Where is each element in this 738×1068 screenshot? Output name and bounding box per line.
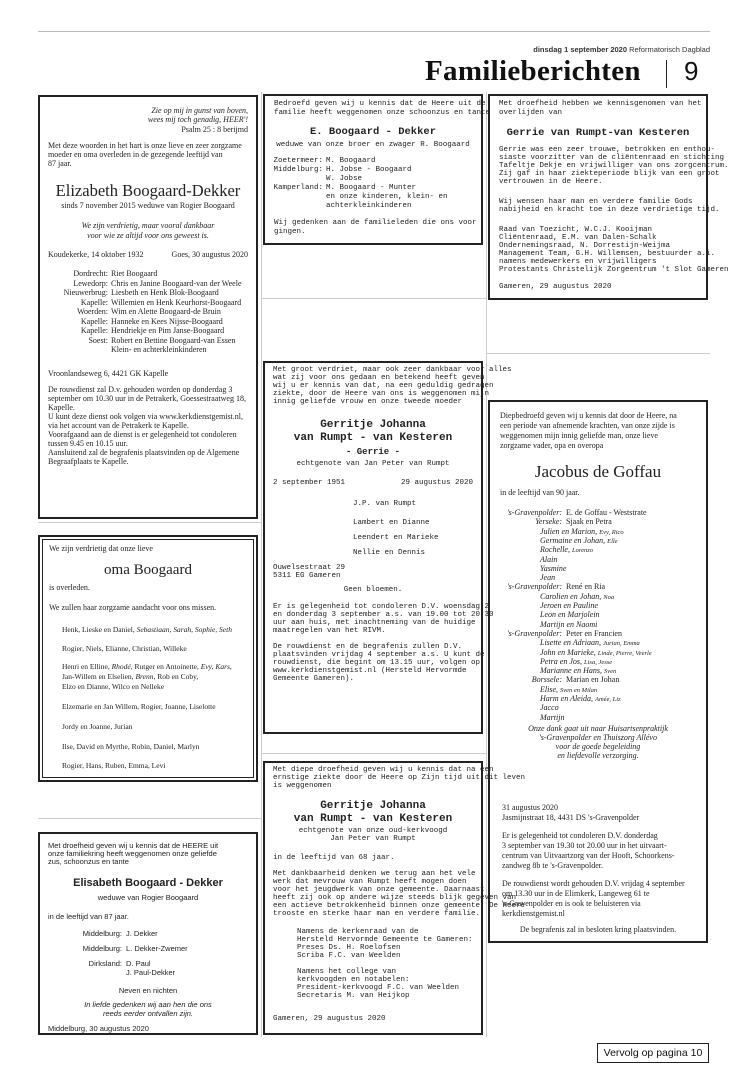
- intro-line: Met deze woorden in het hart is onze lieve en zeer zorgzame: [48, 141, 242, 150]
- family-member: [540, 546, 593, 555]
- condolence-info: en donderdag 3 september a.s. van 19.00 tot 20.30: [273, 611, 494, 619]
- grandchildren-line: Elzo en Dianne, Wilco en Nelleke: [62, 682, 165, 691]
- deceased-subtitle: Jan Peter van Rumpt: [330, 835, 416, 843]
- obituary-oma-boogaard: [38, 535, 258, 782]
- family-member: [540, 686, 597, 695]
- column-divider: [261, 92, 262, 1037]
- age-line: in de leeftijd van 87 jaar.: [48, 912, 129, 921]
- family-member: [540, 528, 624, 537]
- family-names: Hendriekje en Pim Janse-Boogaard: [111, 326, 225, 335]
- family-place: Kapelle:: [80, 316, 108, 326]
- family-place: Middelburg:: [82, 944, 122, 953]
- condolence-info: Er is gelegenheid tot condoleren D.V. woensdag 2: [273, 603, 490, 611]
- memory-line: In liefde gedenken wij aan hen die ons: [84, 1000, 212, 1009]
- family-member: [566, 583, 605, 591]
- place-date: Gameren, 29 augustus 2020: [273, 1015, 386, 1023]
- signature-line: Preses Ds. H. Roelofsen: [297, 944, 401, 952]
- deceased-status: is overleden.: [49, 583, 90, 592]
- family-place: Dordrecht:: [73, 269, 108, 278]
- grandchild-names: Henri en Elline,: [62, 662, 110, 671]
- family-names: Riet Boogaard: [111, 269, 158, 278]
- deceased-name: Elisabeth Boogaard - Dekker: [73, 877, 223, 889]
- service-info: Gemeente Gameren).: [273, 675, 355, 683]
- intro-line: zorgzame vader, opa en overopa: [500, 441, 604, 450]
- deceased-subtitle: echtgenote van Jan Peter van Rumpt: [296, 460, 450, 468]
- family-member: [540, 611, 600, 619]
- grandchildren-line: Rogier, Hans, Ruben, Emma, Levi: [62, 761, 166, 770]
- deceased-name: Gerrie van Rumpt-van Kesteren: [506, 127, 690, 139]
- family-place: Middelburg:: [82, 929, 122, 938]
- family-member: [540, 658, 612, 667]
- psalm-quote-line: Zie op mij in gunst van boven,: [151, 106, 248, 115]
- condolence-info: zandweg 8b te 's-Gravenpolder.: [502, 861, 603, 870]
- deceased-subtitle: weduwe van onze broer en zwager R. Boogaard: [276, 141, 470, 149]
- condolence-info: uur aan huis, met inachtneming van de huidige: [273, 619, 476, 627]
- thanks-line: en liefdevolle verzorging.: [557, 751, 639, 760]
- family-names: L. Dekker-Zwemer: [126, 944, 188, 953]
- family-member: [540, 565, 566, 573]
- grandchild-names: Sven: [604, 668, 617, 676]
- row-divider: [38, 522, 261, 523]
- deceased-first-names: Gerritje Johanna: [320, 419, 426, 431]
- grandchildren-line: Jordy en Joanne, Jurian: [62, 722, 133, 731]
- family-names: Martijn en Naomi: [540, 619, 598, 629]
- deceased-name: Jacobus de Goffau: [534, 462, 662, 481]
- wish-line: nabijheid en kracht toe in deze verdrietige tijd.: [499, 206, 720, 214]
- title-separator: [666, 60, 667, 88]
- service-info: om 13.30 uur in de Elimkerk, Langeweg 61 te: [502, 889, 650, 898]
- family-member: [540, 602, 598, 610]
- signature-line: President-kerkvoogd F.C. van Weelden: [297, 984, 460, 992]
- wish-line: Wij wensen haar man en verdere familie Gods: [499, 198, 693, 206]
- family-place: Kapelle:: [80, 297, 108, 307]
- deceased-surname: van Rumpt - van Kesteren: [293, 432, 453, 444]
- grandchildren-line: Elzemarie en Jan Willem, Rogier, Joanne, Liselotte: [62, 702, 216, 711]
- family-names: Klein- en achterkleinkinderen: [111, 345, 207, 354]
- family-names: D. Paul: [126, 959, 151, 968]
- family-names: W. Jobse: [326, 175, 363, 183]
- deceased-subtitle: sinds 7 november 2015 weduwe van Rogier Boogaard: [61, 201, 235, 210]
- family-names: Chris en Janine Boogaard-van der Weele: [111, 278, 242, 288]
- condolence-info: Er is gelegenheid tot condoleren D.V. donderdag: [502, 831, 658, 840]
- signature-line: Raad van Toezicht, W.C.J. Kooijman: [499, 226, 653, 234]
- family-member: [540, 593, 614, 602]
- family-names: achterkleinkinderen: [326, 202, 412, 210]
- family-names: Germaine en Johan,: [540, 535, 606, 545]
- place-date: Gameren, 29 augustus 2020: [499, 283, 612, 291]
- family-names: M. Boogaard: [326, 157, 376, 165]
- family-names: Martijn: [540, 712, 565, 722]
- family-names: Leon en Marjolein: [540, 610, 600, 620]
- family-names: H. Jobse - Boogaard: [326, 166, 412, 174]
- family-member: [540, 639, 640, 648]
- tribute-line: Gerrie was een zeer trouwe, betrokken en enthou-: [499, 146, 716, 154]
- family-names: Hanneke en Kees Nijsse-Boogaard: [111, 316, 223, 326]
- signature-line: namens medewerkers en vrijwilligers: [499, 258, 657, 266]
- thanks-line: 's-Gravenpolder en Thuiszorg Allévo: [539, 733, 657, 742]
- intro-line: Met groot verdriet, maar ook zeer dankbaar voor alles: [273, 366, 512, 374]
- intro-line: Diepbedroefd geven wij u kennis dat door de Heere, na: [500, 411, 677, 420]
- family-names: Carolien en Johan,: [540, 591, 602, 601]
- family-names: Marian en Johan: [566, 675, 620, 685]
- obituary-in-laws: [263, 94, 491, 245]
- thanks-line: Onze dank gaat uit naar Huisartsenpraktijk: [528, 724, 668, 733]
- deceased-surname: van Rumpt - van Kesteren: [293, 813, 453, 825]
- tribute-line: Tafeltje Dekje en vrijwilliger van ons zorgcentrum.: [499, 162, 729, 170]
- intro-line: moeder en oma overleden in de gezegende leeftijd van: [48, 150, 223, 159]
- family-names: E. de Goffau - Weststrate: [566, 508, 647, 517]
- deceased-name: Elizabeth Boogaard-Dekker: [55, 181, 241, 200]
- signature-line: Namens de kerkenraad van de: [297, 928, 419, 936]
- family-member: [566, 676, 619, 684]
- service-info-line: U kunt deze dienst ook volgen via www.kerkdienstgemist.nl,: [48, 412, 243, 421]
- family-place: Nieuwerbrug:: [63, 288, 108, 297]
- grandchild-names: Henk, Lieske en Daniel,: [62, 625, 135, 634]
- memory-line: We zullen haar zorgzame aandacht voor ons missen.: [49, 603, 217, 612]
- intro-line: wat zij voor ons gedaan en betekend heeft geven: [273, 374, 485, 382]
- service-info: De rouwdienst wordt gehouden D.V. vrijdag 4 september: [502, 879, 685, 888]
- signature-line: Ondernemingsraad, N. Dorrestijn-Weijma: [499, 242, 671, 250]
- signature-line: kerkvoogden en notabelen:: [297, 976, 410, 984]
- family-member: [540, 537, 618, 546]
- age-line: in de leeftijd van 90 jaar.: [500, 488, 580, 497]
- service-info-line: Voorafgaand aan de dienst is er gelegenheid tot condoleren: [48, 430, 237, 439]
- obituary-middelburg-family: [38, 832, 258, 1035]
- service-info: rouwdienst, die begint om 13.15 uur, volgen op: [273, 659, 481, 667]
- service-info-line: De rouwdienst zal D.v. gehouden worden op donderdag 3: [48, 385, 233, 394]
- service-info: www.kerkdienstgemist.nl (Hersteld Hervormde: [273, 667, 467, 675]
- grandchildren-line: [62, 673, 198, 681]
- family-names: René en Ria: [566, 582, 606, 592]
- grandchild-names: Lorenzo: [571, 547, 594, 555]
- address-line: Ouwelsestraat 29: [273, 564, 346, 572]
- family-place: Soest:: [88, 335, 108, 345]
- thanks-line: We zijn verdrietig, maar vooral dankbaar: [81, 221, 215, 230]
- psalm-reference: Psalm 25 : 8 berijmd: [181, 125, 248, 134]
- signature-line: Protestants Christelijk Zorgeentrum 't Slot Gameren: [499, 266, 729, 274]
- service-info-line: september om 10.30 uur in de Petrakerk, Goessestraatweg 18,: [48, 394, 246, 403]
- grandchild-names: Rob en Coby,: [157, 672, 199, 681]
- closing-line: Wij gedenken aan de familieleden die ons voor: [274, 219, 477, 227]
- deceased-subtitle: weduwe van Rogier Boogaard: [97, 893, 199, 902]
- great-grandchild-names: Brenn,: [135, 672, 156, 681]
- tribute-line: werk dat mevrouw van Rumpt heeft mogen doen: [273, 878, 467, 886]
- intro-line: weggenomen mijn innig geliefde man, onze lieve: [500, 431, 658, 440]
- family-place: Borssele:: [531, 675, 562, 685]
- tribute-line: siaste voorzitter van de cliëntenraad en stichting: [499, 154, 725, 162]
- grandchild-names: Rutger en Antoinette,: [134, 662, 199, 671]
- memory-line: reeds eerder ontvallen zijn.: [102, 1009, 194, 1018]
- address-line: Jasmijnstraat 18, 4431 DS 's-Gravenpolder: [502, 813, 640, 822]
- deceased-first-names: Gerritje Johanna: [320, 800, 426, 812]
- deceased-name: oma Boogaard: [104, 562, 192, 578]
- grandchild-names: Amée, Liz: [594, 696, 621, 703]
- family-member: [540, 621, 597, 629]
- signature-line: Namens het college van: [297, 968, 397, 976]
- family-member: [540, 695, 621, 704]
- family-names: en onze kinderen, klein- en: [326, 193, 448, 201]
- section-title: Familieberichten: [425, 55, 641, 87]
- grandchild-names: Linde, Pierre, Veerle: [597, 649, 652, 657]
- family-member: [540, 704, 559, 712]
- signature-line: Management Team, G.H. Willemsen, bestuurder a.i.: [499, 250, 716, 258]
- great-grandchild-names: Rhodé,: [111, 662, 133, 671]
- family-place: 's-Gravenpolder:: [506, 582, 562, 592]
- condolence-info: 3 september van 19.30 tot 20.00 uur in het uitvaart-: [502, 841, 667, 850]
- intro-line: Met droefheid hebben we kennisgenomen van het: [499, 100, 702, 108]
- tribute-line: Zij gaf in haar ziekteperiode blijk van een groot: [499, 170, 720, 178]
- obituary-van-rumpt-family: [263, 361, 512, 734]
- service-info-line: tussen 9.45 en 10.15 uur.: [48, 439, 128, 448]
- row-divider: [38, 818, 261, 819]
- family-names: J. Paul-Dekker: [126, 968, 176, 977]
- family-place: Dirksland:: [88, 959, 122, 968]
- newspaper-name: Reformatorisch Dagblad: [629, 45, 710, 54]
- family-names: Petra en Jos,: [540, 656, 582, 666]
- family-member: [566, 509, 647, 517]
- service-info-line: Kapelle.: [48, 403, 75, 412]
- dateline: [533, 45, 710, 54]
- grandchild-names: Sven en Milan: [560, 686, 598, 694]
- tribute-line: trooste en sterke haar man en verdere familie.: [273, 910, 481, 918]
- grandchildren-line: Ilse, David en Myrthe, Robin, Daniel, Marlyn: [62, 742, 200, 751]
- birth-date: Koudekerke, 14 oktober 1932: [48, 250, 144, 259]
- family-names: Sjaak en Petra: [566, 517, 612, 527]
- family-place: Yerseke:: [535, 517, 562, 527]
- grandchild-names: Jan-Willem en Elselien,: [62, 672, 134, 681]
- family-names: Peter en Francien: [566, 628, 622, 638]
- thanks-line: voor wie ze altijd voor ons geweest is.: [87, 231, 209, 240]
- family-names: Wim en Alette Boogaard-de Bruin: [111, 307, 221, 316]
- condolence-info: centrum van Uitvaartzorg van der Hooft, Schoorkens-: [502, 851, 675, 860]
- grandchild-names: Noa: [603, 593, 615, 601]
- deceased-nickname: - Gerrie -: [345, 447, 400, 457]
- intro-line: familie heeft weggenomen onze schoonzus en tante: [274, 109, 491, 117]
- deceased-name: E. Boogaard - Dekker: [309, 126, 437, 138]
- issue-date: dinsdag 1 september 2020: [533, 45, 628, 54]
- grandchildren-line: [62, 663, 232, 671]
- intro-line: een periode van afnemende krachten, van onze zijde is: [500, 421, 675, 430]
- family-names: Nellie en Dennis: [353, 549, 426, 557]
- service-info-line: Begraafplaats te Kapelle.: [48, 457, 129, 466]
- family-names: Harm en Aleida,: [540, 694, 593, 703]
- service-info: kerkdienstgemist.nl: [502, 909, 565, 918]
- grandchild-names: Evy, Rico: [599, 528, 624, 536]
- burial-note: De begrafenis zal in besloten kring plaatsvinden.: [519, 925, 677, 934]
- intro-line: ziekte, door de Heere van ons is weggenomen mijn: [273, 390, 490, 398]
- family-place: Middelburg:: [273, 166, 323, 174]
- family-names: Yasmine: [540, 563, 567, 573]
- intro-line: innig geliefde vrouw en onze tweede moeder: [273, 398, 463, 406]
- psalm-quote-line: wees mij toch genadig, HEER'!: [147, 115, 248, 124]
- intro-line: zus, schoonzus en tante: [48, 857, 129, 866]
- top-rule: [38, 31, 710, 32]
- family-names: Lisette en Adriaan,: [540, 638, 601, 648]
- obituary-boogaard-family: [38, 95, 258, 519]
- intro-line: onze familiekring heeft weggenomen onze geliefde: [48, 849, 217, 858]
- family-names: Rochelle,: [540, 545, 570, 555]
- home-address: Vroonlandseweg 6, 4421 GK Kapelle: [48, 369, 169, 378]
- family-names: Robert en Bettine Boogaard-van Essen: [111, 335, 236, 345]
- family-member: [540, 714, 564, 722]
- family-member: [566, 518, 612, 526]
- family-place: Woerden:: [77, 307, 108, 316]
- intro-line: overlijden van: [499, 109, 563, 117]
- family-member: [540, 667, 616, 676]
- row-divider: [262, 753, 486, 754]
- family-names: Jean: [540, 573, 556, 583]
- place-date: Middelburg, 30 augustus 2020: [48, 1024, 149, 1033]
- grandchild-names: Lisa, Jesse: [584, 658, 613, 666]
- death-date: Goes, 30 augustus 2020: [171, 250, 248, 259]
- family-names: John en Marieke,: [540, 647, 596, 657]
- family-place: Lewedorp:: [73, 278, 108, 288]
- address-line: 5311 EG Gameren: [273, 572, 341, 580]
- condolence-info: maatregelen van het RIVM.: [273, 627, 386, 635]
- grandchild-names: Jurian, Emma: [602, 640, 640, 648]
- family-names: Jeroen en Pauline: [540, 601, 598, 610]
- intro-line: Bedroefd geven wij u kennis dat de Heere uit de: [274, 100, 486, 108]
- family-member: [540, 556, 557, 564]
- family-names: Marianne en Hans,: [540, 666, 602, 676]
- page-number: 9: [684, 56, 699, 86]
- family-names: Elise,: [540, 684, 558, 694]
- family-place: Zoetermeer:: [273, 157, 323, 165]
- obituary-church-gameren: [263, 761, 526, 1035]
- great-grandchild-names: Evy, Kars,: [200, 662, 232, 671]
- family-place: 's-Gravenpolder:: [506, 628, 562, 638]
- tribute-line: Met dankbaarheid denken we terug aan het vele: [273, 870, 476, 878]
- intro-line: Met diepe droefheid geven wij u kennis dat na een: [273, 766, 494, 774]
- service-info-line: Aansluitend zal de begrafenis plaatsvinden op de Algemene: [48, 448, 240, 457]
- family-names: Leendert en Marieke: [353, 534, 439, 542]
- tribute-line: voor het jeugdwerk van onze gemeente. Daarnaast: [273, 886, 485, 894]
- intro-line: is weggenomen: [273, 782, 332, 790]
- family-names: J. Dekker: [126, 929, 158, 938]
- service-info: 's-Gravenpolder en is ook te beluisteren via: [502, 899, 641, 908]
- row-divider: [262, 298, 486, 299]
- service-info: plaatsvinden vrijdag 4 september a.s. U kunt de: [273, 651, 485, 659]
- date-line: 31 augustus 2020: [502, 803, 558, 812]
- obituary-zorgcentrum: [488, 94, 729, 300]
- flowers-note: Geen bloemen.: [343, 586, 403, 594]
- great-grandchild-names: Sebastiaan, Sarah, Sophie, Seth: [136, 625, 232, 634]
- continued-on-page-link[interactable]: Vervolg op pagina 10: [597, 1043, 709, 1063]
- obituary-de-goffau: [488, 400, 708, 943]
- family-member: [566, 630, 622, 638]
- family-names: J.P. van Rumpt: [353, 500, 417, 508]
- death-date: 29 augustus 2020: [400, 479, 473, 487]
- intro-line: Met droefheid geven wij u kennis dat de HEERE uit: [48, 841, 219, 850]
- service-info-line: via het account van de Petrakerk te Kapelle.: [48, 421, 189, 430]
- closing-line: gingen.: [274, 228, 306, 236]
- family-names: Lambert en Dianne: [353, 519, 430, 527]
- intro-line: 87 jaar.: [48, 159, 72, 168]
- grandchildren-line: Rogier, Niels, Elianne, Christian, Willeke: [62, 644, 187, 653]
- family-names: Willemien en Henk Keurhorst-Boogaard: [111, 297, 242, 307]
- grandchild-names: Elle: [607, 537, 618, 545]
- signature-line: Scriba F.C. van Weelden: [297, 952, 401, 960]
- thanks-line: voor de goede begeleiding: [555, 742, 641, 751]
- family-member: [540, 649, 652, 658]
- family-place: Kapelle:: [80, 326, 108, 335]
- tribute-line: een actieve betrokkenheid binnen onze gemeente. De Heere: [273, 902, 526, 910]
- row-divider: [487, 353, 710, 354]
- family-names: Julien en Marion,: [540, 526, 598, 536]
- family-names: Alain: [540, 554, 558, 564]
- nephews-nieces: Neven en nichten: [118, 986, 178, 995]
- family-place: 's-Gravenpolder:: [506, 508, 562, 517]
- service-info: De rouwdienst en de begrafenis zullen D.V.: [273, 643, 463, 651]
- family-names: M. Boogaard - Munter: [326, 184, 417, 192]
- tribute-line: vertrouwen in de Heere.: [499, 178, 603, 186]
- intro-line: wij u er kennis van dat, na een geduldig gedragen: [273, 382, 494, 390]
- intro-line: We zijn verdrietig dat onze lieve: [49, 544, 153, 553]
- intro-line: ernstige ziekte door de Heere op Zijn tijd uit dit leven: [273, 774, 526, 782]
- signature-line: Hersteld Hervormde Gemeente te Gameren:: [297, 936, 473, 944]
- birth-date: 2 september 1951: [273, 479, 346, 487]
- family-place: Kamperland:: [273, 184, 323, 192]
- deceased-subtitle: echtgenote van onze oud-kerkvoogd: [298, 827, 448, 835]
- family-names: Jacco: [540, 703, 559, 713]
- signature-line: Cliëntenraad, E.M. van Dalen-Schalk: [499, 234, 657, 242]
- signature-line: Secretaris M. van Heijkop: [297, 992, 410, 1000]
- tribute-line: heeft zij ook op andere wijze steeds blijk gegeven van: [273, 894, 517, 902]
- family-member: [540, 574, 555, 582]
- age-line: in de leeftijd van 68 jaar.: [273, 854, 395, 862]
- family-names: Liesbeth en Henk Blok-Boogaard: [111, 288, 219, 297]
- grandchildren-line: [62, 626, 232, 634]
